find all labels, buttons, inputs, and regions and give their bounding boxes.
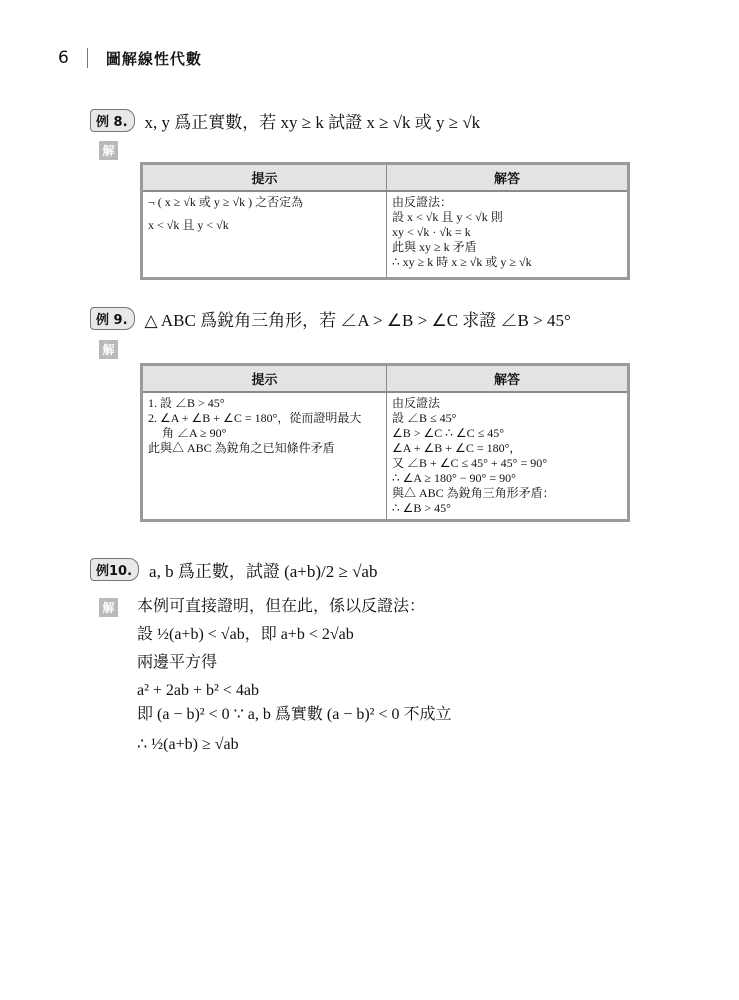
proof-text (137, 595, 452, 757)
answer-line: ∴ ∠A ≥ 180° − 90° = 90° (392, 471, 516, 485)
example-badge: 例10. (90, 558, 139, 581)
table-header-hint: 提示 (142, 365, 387, 393)
hint-answer-table (140, 363, 630, 522)
example-9-heading (90, 306, 571, 331)
answer-line: ∴ ∠B > 45° (392, 501, 451, 515)
answer-line: 由反證法： (392, 195, 453, 209)
hint-line: 1. 設 ∠B > 45° (148, 396, 225, 410)
hint-line: x < √k 且 y < √k (148, 218, 229, 232)
table-header-hint: 提示 (142, 164, 387, 192)
solution-badge: 解 (99, 340, 118, 359)
answer-line: 又 ∠B + ∠C ≤ 45° + 45° = 90° (392, 456, 548, 470)
example-badge: 例 8. (90, 109, 135, 132)
example-statement: a, b 爲正數，試證 (a+b)/2 ≥ √ab (149, 562, 378, 581)
answer-line: 設 ∠B ≤ 45° (392, 411, 457, 425)
proof-line: 即 (a − b)² < 0 ∵ a, b 爲實數 (a − b)² < 0 不成立 (137, 706, 452, 723)
hint-line: 此與△ ABC 為銳角之已知條件矛盾 (148, 441, 335, 455)
answer-line: ∠B > ∠C ∴ ∠C ≤ 45° (392, 426, 505, 440)
hint-cell (142, 191, 387, 279)
solution-badge: 解 (99, 598, 118, 617)
table-header-answer: 解答 (387, 365, 629, 393)
book-title: 圖解線性代數 (105, 49, 202, 68)
proof-line: ∴ ½(a+b) ≥ √ab (137, 736, 239, 753)
answer-line: ∠A + ∠B + ∠C = 180°， (392, 441, 522, 455)
proof-line: 本例可直接證明，但在此，係以反證法： (137, 598, 426, 615)
answer-line: 與△ ABC 為銳角三角形矛盾： (392, 486, 555, 500)
page-number: 6 (58, 48, 69, 68)
example-10-heading (90, 557, 377, 582)
answer-line: ∴ xy ≥ k 時 x ≥ √k 或 y ≥ √k (392, 255, 532, 269)
proof-line: a² + 2ab + b² < 4ab (137, 682, 259, 699)
example-statement: x, y 爲正實數，若 xy ≥ k 試證 x ≥ √k 或 y ≥ √k (144, 113, 481, 132)
table-header-answer: 解答 (387, 164, 629, 192)
hint-line: 2. ∠A + ∠B + ∠C = 180°，從而證明最大 (148, 411, 362, 425)
header-divider (87, 48, 88, 68)
answer-line: xy < √k · √k = k (392, 225, 471, 239)
page-header (58, 46, 202, 70)
hint-answer-table (140, 162, 630, 280)
example-8-heading (90, 108, 480, 133)
example-badge: 例 9. (90, 307, 135, 330)
answer-line: 此與 xy ≥ k 矛盾 (392, 240, 477, 254)
hint-line: 角 ∠A ≥ 90° (162, 426, 227, 440)
answer-line: 設 x < √k 且 y < √k 則 (392, 210, 503, 224)
answer-line: 由反證法 (392, 396, 441, 410)
solution-badge: 解 (99, 141, 118, 160)
hint-line: ¬ ( x ≥ √k 或 y ≥ √k ) 之否定為 (148, 195, 304, 209)
hint-cell (142, 392, 387, 521)
example-statement: △ ABC 爲銳角三角形，若 ∠A > ∠B > ∠C 求證 ∠B > 45° (144, 311, 571, 330)
proof-line: 兩邊平方得 (137, 654, 218, 671)
proof-line: 設 ½(a+b) < √ab，即 a+b < 2√ab (137, 626, 354, 643)
answer-cell (387, 191, 629, 279)
answer-cell (387, 392, 629, 521)
